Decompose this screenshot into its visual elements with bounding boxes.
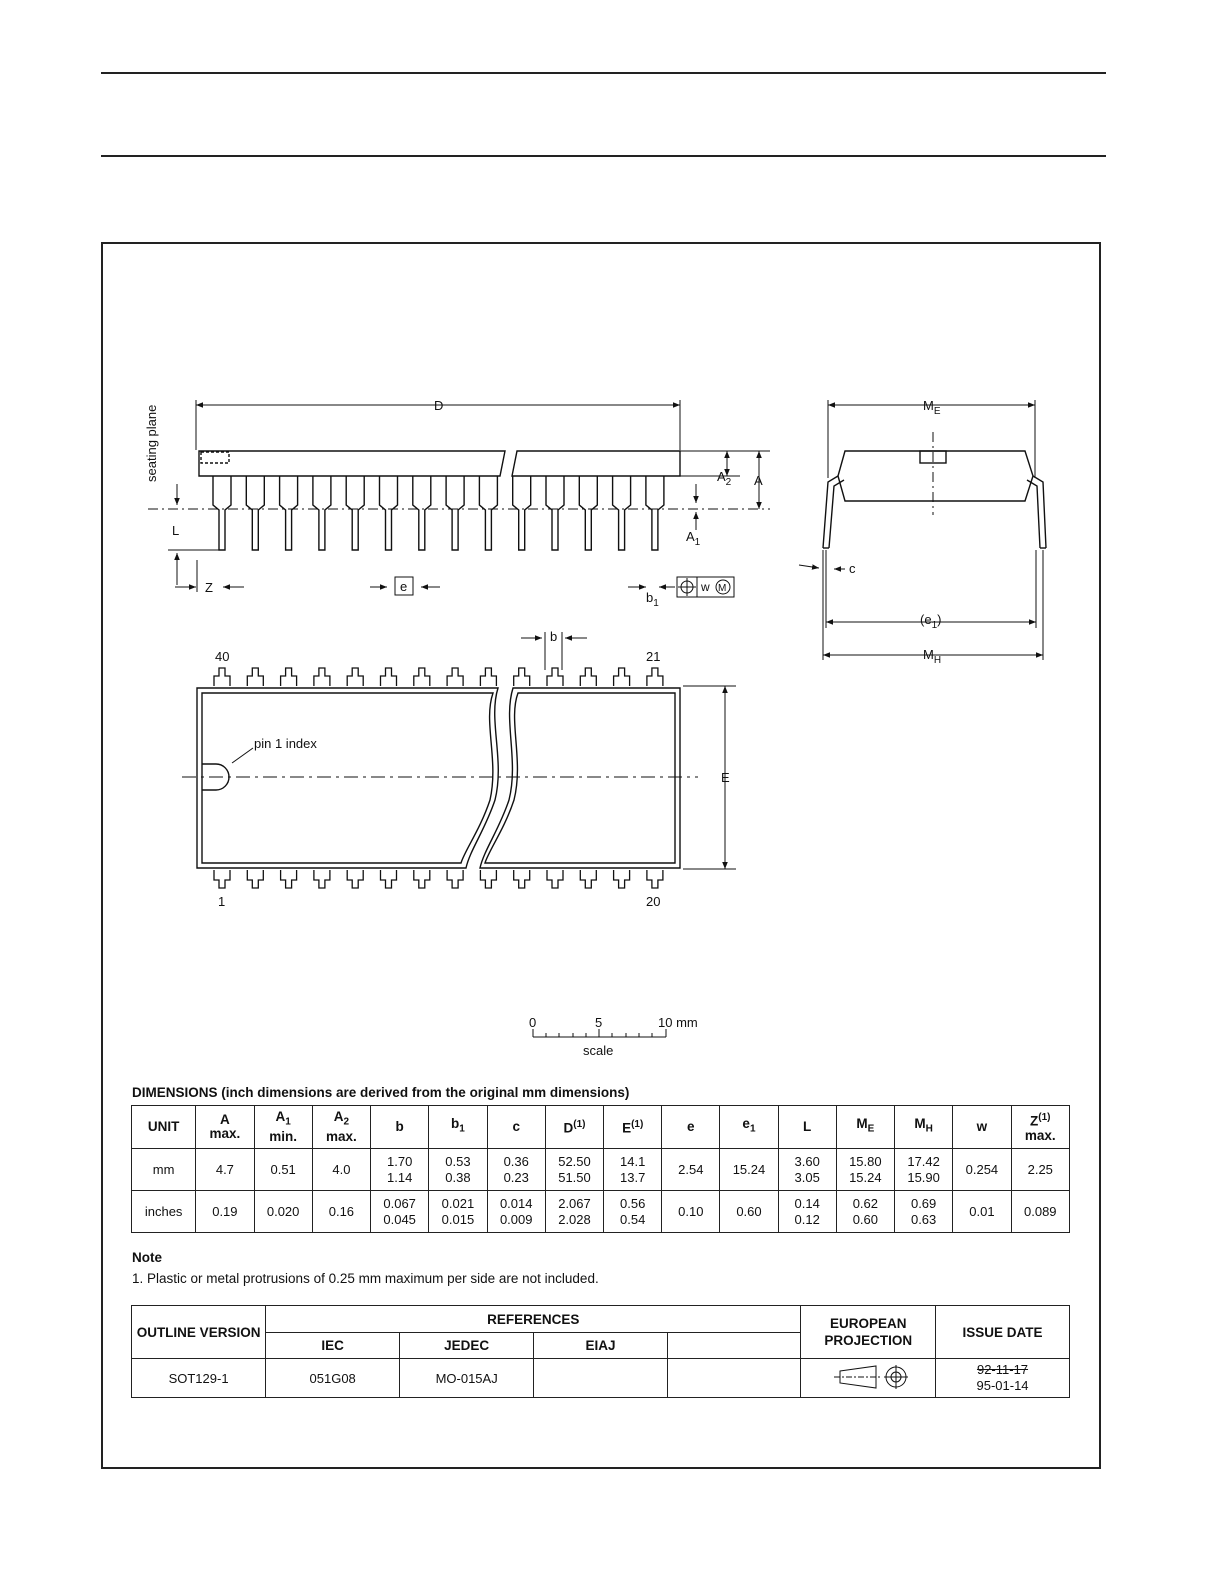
dimensions-header-row — [132, 1106, 1070, 1149]
top-lead — [347, 668, 363, 686]
dim-header-cell: c — [487, 1106, 545, 1149]
dim-header-cell: A max. — [196, 1106, 254, 1149]
label-b: b — [550, 629, 558, 644]
top-lead — [480, 668, 496, 686]
bottom-lead — [580, 870, 596, 888]
unit-cell: inches — [132, 1191, 196, 1233]
projection-icon — [818, 1363, 918, 1391]
dim-value-cell: 0.56 0.54 — [604, 1191, 662, 1233]
unit-cell: mm — [132, 1149, 196, 1191]
label-pin-40: 40 — [215, 649, 230, 664]
dim-header-cell: $A_1$ min. — [254, 1106, 312, 1149]
side-body-left — [199, 451, 505, 476]
iec-value: 051G08 — [266, 1359, 400, 1398]
bottom-lead — [381, 870, 397, 888]
label-pin-20: 20 — [646, 894, 661, 909]
side-lead — [313, 476, 331, 550]
side-lead — [646, 476, 664, 550]
dim-header-cell: $D^{(1)}$ — [545, 1106, 603, 1149]
top-lead — [414, 668, 430, 686]
note-text: 1. Plastic or metal protrusions of 0.25 mm maximum per side are not included. — [132, 1271, 599, 1286]
label-pin-1: 1 — [218, 894, 226, 909]
side-lead — [546, 476, 564, 550]
outline-version-value: SOT129-1 — [132, 1359, 266, 1398]
dim-value-cell: 0.10 — [662, 1191, 720, 1233]
dim-value-cell: 17.42 15.90 — [894, 1149, 952, 1191]
side-leads — [213, 476, 664, 550]
scale-caption: scale — [583, 1043, 614, 1058]
bottom-lead — [547, 870, 563, 888]
side-lead — [446, 476, 464, 550]
dim-header-cell: L — [778, 1106, 836, 1149]
dim-value-cell: 0.62 0.60 — [836, 1191, 894, 1233]
dim-value-cell: 4.7 — [196, 1149, 254, 1191]
dim-value-cell: 0.089 — [1011, 1191, 1069, 1233]
bottom-lead — [447, 870, 463, 888]
label-A2: $A_2$ — [717, 469, 732, 488]
top-lead — [514, 668, 530, 686]
bottom-lead — [247, 870, 263, 888]
eiaj-value — [534, 1359, 668, 1398]
label-E: E — [721, 770, 730, 785]
dim-value-cell: 14.1 13.7 — [604, 1149, 662, 1191]
reference-spare-value — [667, 1359, 800, 1398]
side-lead — [213, 476, 231, 550]
dim-value-cell: 0.53 0.38 — [429, 1149, 487, 1191]
side-index-mark — [201, 452, 229, 463]
side-lead — [346, 476, 364, 550]
dim-value-cell: 0.51 — [254, 1149, 312, 1191]
label-L: L — [172, 523, 180, 538]
references-header: REFERENCES — [266, 1306, 801, 1333]
scale-label-0: 0 — [529, 1015, 537, 1030]
bottom-lead — [614, 870, 630, 888]
label-c: c — [849, 561, 856, 576]
bottom-lead — [314, 870, 330, 888]
label-D: D — [434, 398, 444, 413]
side-view — [199, 451, 680, 550]
side-lead — [613, 476, 631, 550]
side-lead — [280, 476, 298, 550]
label-A: A — [754, 473, 763, 488]
label-e: e — [400, 579, 408, 594]
scale-label-10: 10 mm — [658, 1015, 698, 1030]
top-view-leads — [214, 668, 663, 888]
eiaj-header: EIAJ — [534, 1333, 668, 1359]
top-lead — [247, 668, 263, 686]
dim-header-cell: $b_1$ — [429, 1106, 487, 1149]
dim-value-cell: 15.24 — [720, 1149, 778, 1191]
dim-value-cell: 0.16 — [312, 1191, 370, 1233]
dim-header-cell: e — [662, 1106, 720, 1149]
dim-value-cell: 0.14 0.12 — [778, 1191, 836, 1233]
dim-value-cell: 0.014 0.009 — [487, 1191, 545, 1233]
label-w: w — [701, 580, 710, 594]
outline-version-header: OUTLINE VERSION — [132, 1306, 266, 1359]
dim-value-cell: 2.54 — [662, 1149, 720, 1191]
top-lead — [447, 668, 463, 686]
dim-value-cell: 0.020 — [254, 1191, 312, 1233]
issue-date-value — [936, 1359, 1070, 1398]
european-projection-header: EUROPEAN PROJECTION — [801, 1306, 936, 1359]
side-lead — [380, 476, 398, 550]
dim-header-cell: $A_2$ max. — [312, 1106, 370, 1149]
top-lead — [647, 668, 663, 686]
issue-date-old: 92-11-17 — [976, 1362, 1029, 1377]
label-MH: $M_H$ — [923, 647, 942, 666]
bottom-lead — [281, 870, 297, 888]
label-A1: $A_1$ — [686, 529, 701, 548]
table-row — [132, 1149, 1070, 1191]
side-lead — [479, 476, 497, 550]
dim-value-cell: 0.01 — [953, 1191, 1011, 1233]
dim-header-cell: $E^{(1)}$ — [604, 1106, 662, 1149]
reference-spare-header — [667, 1333, 800, 1359]
scale-bar — [533, 1029, 666, 1037]
dimensions-title: DIMENSIONS (inch dimensions are derived from the original mm dimensions) — [132, 1085, 630, 1100]
bottom-lead — [214, 870, 230, 888]
dim-header-cell: $M_H$ — [894, 1106, 952, 1149]
european-projection-symbol — [801, 1359, 936, 1398]
label-seating-plane: seating plane — [144, 404, 159, 482]
note-heading: Note — [132, 1250, 162, 1265]
dim-value-cell: 0.067 0.045 — [371, 1191, 429, 1233]
dim-value-cell: 0.69 0.63 — [894, 1191, 952, 1233]
top-lead — [281, 668, 297, 686]
side-lead — [579, 476, 597, 550]
top-lead — [580, 668, 596, 686]
bottom-lead — [414, 870, 430, 888]
dim-value-cell: 3.60 3.05 — [778, 1149, 836, 1191]
side-lead — [513, 476, 531, 550]
issue-date-new: 95-01-14 — [976, 1378, 1029, 1393]
dim-value-cell: 2.067 2.028 — [545, 1191, 603, 1233]
top-lead — [214, 668, 230, 686]
dim-value-cell: 0.36 0.23 — [487, 1149, 545, 1191]
dim-header-cell: $Z^{(1)}$ max. — [1011, 1106, 1069, 1149]
dim-value-cell: 1.70 1.14 — [371, 1149, 429, 1191]
top-lead — [547, 668, 563, 686]
side-lead — [246, 476, 264, 550]
top-lead — [314, 668, 330, 686]
jedec-header: JEDEC — [400, 1333, 534, 1359]
label-pin-21: 21 — [646, 649, 661, 664]
dim-value-cell: 0.254 — [953, 1149, 1011, 1191]
dim-value-cell: 0.19 — [196, 1191, 254, 1233]
dim-value-cell: 0.60 — [720, 1191, 778, 1233]
iec-header: IEC — [266, 1333, 400, 1359]
label-b1: $b_1$ — [646, 590, 659, 609]
label-pin1-index: pin 1 index — [254, 736, 317, 751]
label-M-circle: M — [718, 583, 727, 594]
label-Z: Z — [205, 580, 213, 595]
issue-date-header: ISSUE DATE — [936, 1306, 1070, 1359]
label-ME: $M_E$ — [923, 398, 941, 417]
dimensions-table — [131, 1105, 1070, 1233]
dim-value-cell: 15.80 15.24 — [836, 1149, 894, 1191]
dim-header-cell: w — [953, 1106, 1011, 1149]
dim-value-cell: 2.25 — [1011, 1149, 1069, 1191]
dim-header-cell: b — [371, 1106, 429, 1149]
bottom-lead — [514, 870, 530, 888]
side-lead — [413, 476, 431, 550]
end-view — [823, 451, 1046, 548]
top-lead — [381, 668, 397, 686]
references-table — [131, 1305, 1070, 1398]
scale-label-5: 5 — [595, 1015, 603, 1030]
label-e1: $(e_1)$ — [920, 612, 942, 631]
dim-value-cell: 52.50 51.50 — [545, 1149, 603, 1191]
dim-header-cell: $e_1$ — [720, 1106, 778, 1149]
bottom-lead — [647, 870, 663, 888]
side-body-right — [512, 451, 680, 476]
dim-value-cell: 0.021 0.015 — [429, 1191, 487, 1233]
jedec-value: MO-015AJ — [400, 1359, 534, 1398]
top-lead — [614, 668, 630, 686]
dim-header-cell: UNIT — [132, 1106, 196, 1149]
bottom-lead — [347, 870, 363, 888]
table-row — [132, 1191, 1070, 1233]
top-view — [197, 688, 680, 868]
dim-value-cell: 4.0 — [312, 1149, 370, 1191]
dim-header-cell: $M_E$ — [836, 1106, 894, 1149]
bottom-lead — [480, 870, 496, 888]
